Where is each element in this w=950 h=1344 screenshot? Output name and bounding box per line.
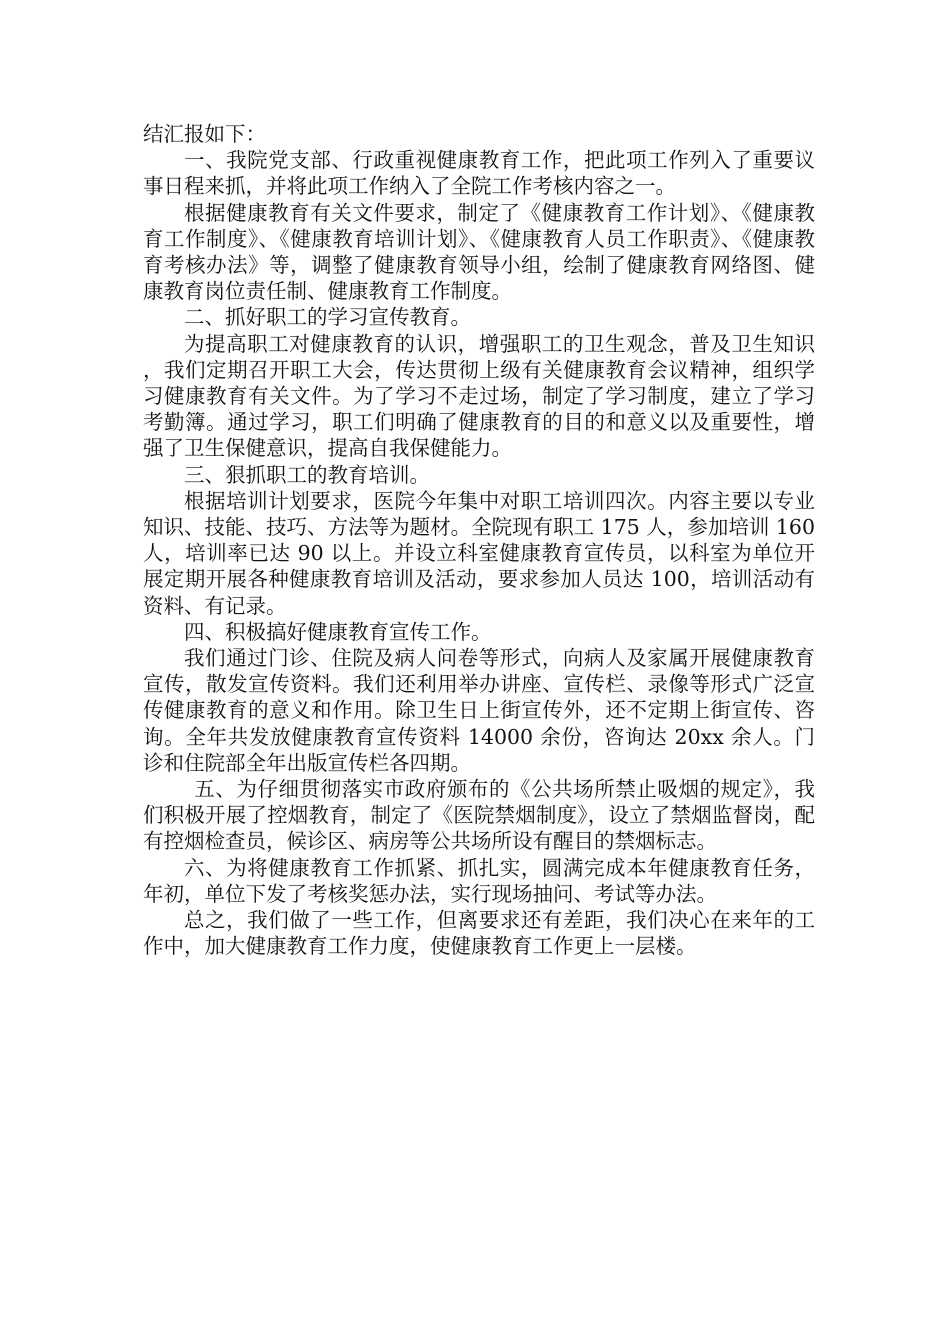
paragraph-section-1-detail: 根据健康教育有关文件要求，制定了《健康教育工作计划》、《健康教育工作制度》、《健康教育培训计划》、《健康教育人员工作职责》、《健康教育考核办法》等，调整了健康教育领导小组，绘制了健康教育网络图、健康教育岗位责任制、健康教育工作制度。: [143, 200, 815, 304]
paragraph-section-2-detail: 为提高职工对健康教育的认识，增强职工的卫生观念，普及卫生知识，我们定期召开职工大会，传达贯彻上级有关健康教育会议精神，组织学习健康教育有关文件。为了学习不走过场，制定了学习制度，建立了学习考勤簿。通过学习，职工们明确了健康教育的目的和意义以及重要性，增强了卫生保健意识，提高自我保健能力。: [143, 331, 815, 461]
paragraph-intro: 结汇报如下：: [143, 122, 266, 146]
paragraph-section-6: 六、为将健康教育工作抓紧、抓扎实，圆满完成本年健康教育任务，年初，单位下发了考核奖惩办法，实行现场抽问、考试等办法。: [143, 855, 815, 906]
paragraph-section-5: 五、为仔细贯彻落实市政府颁布的《公共场所禁止吸烟的规定》，我们积极开展了控烟教育，制定了《医院禁烟制度》，设立了禁烟监督岗，配有控烟检查员，候诊区、病房等公共场所设有醒目的禁烟标志。: [143, 777, 815, 854]
paragraph-section-1: 一、我院党支部、行政重视健康教育工作，把此项工作列入了重要议事日程来抓，并将此项工作纳入了全院工作考核内容之一。: [143, 148, 815, 199]
paragraph-section-2-heading: 二、抓好职工的学习宣传教育。: [184, 305, 471, 330]
paragraph-conclusion: 总之，我们做了一些工作，但离要求还有差距，我们决心在来年的工作中，加大健康教育工作力度，使健康教育工作更上一层楼。: [143, 908, 815, 959]
paragraph-section-4-heading: 四、积极搞好健康教育宣传工作。: [184, 619, 492, 644]
paragraph-section-4-detail: 我们通过门诊、住院及病人问卷等形式，向病人及家属开展健康教育宣传，散发宣传资料。我们还利用举办讲座、宣传栏、录像等形式广泛宣传健康教育的意义和作用。除卫生日上街宣传外，还不定期上街宣传、咨询。全年共发放健康教育宣传资料 14000 余份，咨询达 20xx 余人。门诊和住院部全年出版宣传栏各四期。: [143, 646, 815, 775]
paragraph-section-3-heading: 三、狠抓职工的教育培训。: [184, 462, 430, 487]
document-body: [143, 121, 815, 960]
paragraph-section-3-detail: 根据培训计划要求，医院今年集中对职工培训四次。内容主要以专业知识、技能、技巧、方法等为题材。全院现有职工 175 人，参加培训 160 人，培训率已达 90 以上。并设立科室健康教育宣传员，以科室为单位开展定期开展各种健康教育培训及活动，要求参加人员达 100，培训活动有资料、有记录。: [143, 488, 815, 618]
